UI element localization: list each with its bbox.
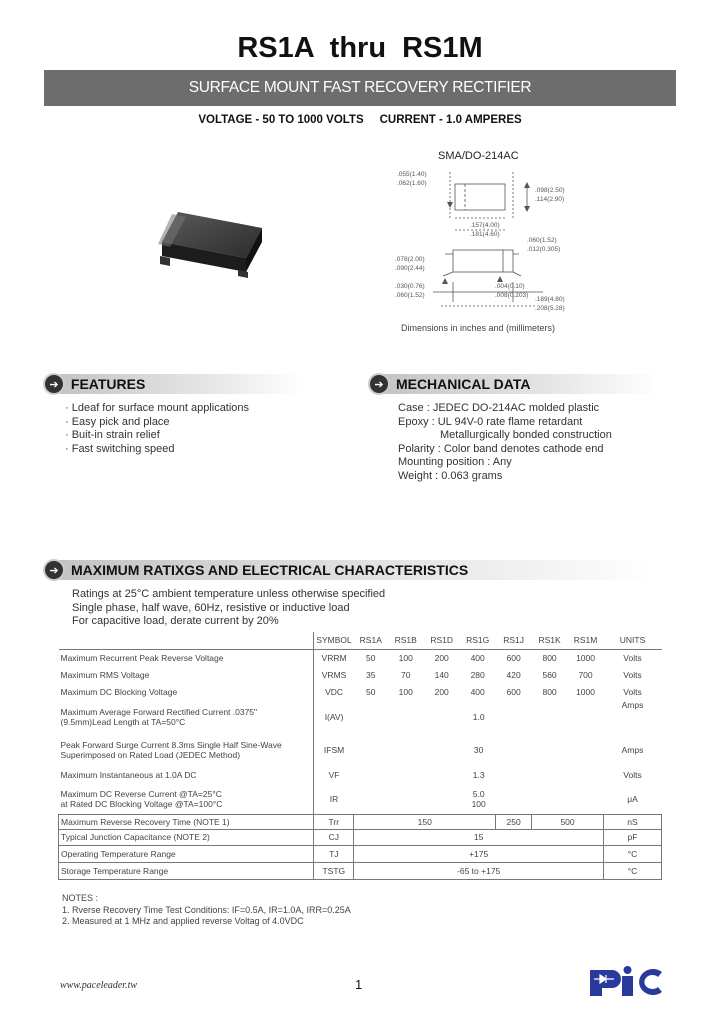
- dim-label: .004(0.10): [495, 283, 525, 290]
- value-cell: 800: [542, 652, 557, 663]
- value-cell: 800: [542, 686, 557, 697]
- dim-label: .208(5.28): [535, 305, 565, 312]
- dim-label: .090(2.44): [395, 265, 425, 272]
- value-cell: 50: [366, 686, 376, 697]
- mech-line: Weight : 0.063 grams: [398, 469, 503, 482]
- col-header: RS1G: [466, 635, 490, 646]
- value-cell: 200: [434, 686, 449, 697]
- value-cell: 400: [470, 652, 485, 663]
- symbol-cell: VDC: [314, 683, 354, 700]
- ratings-heading-text: MAXIMUM RATIXGS AND ELECTRICAL CHARACTERISTICS: [59, 560, 655, 580]
- param-cell: [59, 784, 314, 814]
- symbol-cell: IFSM: [314, 734, 354, 766]
- dim-label: .062(1.60): [397, 180, 427, 187]
- feature-item: · Fast switching speed: [65, 442, 175, 455]
- col-header: RS1D: [430, 635, 454, 646]
- dim-label: .098(2.50): [535, 187, 565, 194]
- value-cell: 15: [354, 829, 604, 845]
- pic-logo: [588, 966, 664, 998]
- unit-cell: °C: [604, 862, 662, 879]
- value-cell: 1.3: [472, 770, 485, 780]
- symbol-cell: VF: [314, 766, 354, 784]
- condition-line: Ratings at 25°C ambient temperature unless otherwise specified: [72, 588, 386, 600]
- unit-cell: Volts: [623, 770, 642, 780]
- param-cell: [59, 734, 314, 766]
- note-line: NOTES :: [62, 893, 99, 903]
- value-cell: 600: [506, 652, 521, 663]
- arrow-right-icon: ➔: [45, 561, 63, 579]
- component-image: [150, 200, 280, 290]
- spec-table: [58, 632, 662, 880]
- col-header: RS1M: [573, 635, 598, 646]
- col-header: RS1J: [503, 635, 525, 646]
- table-row: [59, 862, 662, 879]
- table-header-row: [59, 632, 662, 649]
- param-cell: Operating Temperature Range: [59, 845, 314, 862]
- dim-label: .012(0.305): [527, 246, 561, 253]
- unit-cell: nS: [604, 814, 662, 829]
- symbol-cell: VRRM: [314, 649, 354, 666]
- table-row: [59, 845, 662, 862]
- value-cell: 500: [532, 814, 604, 829]
- features-heading-text: FEATURES: [59, 374, 305, 394]
- footer-url[interactable]: www.paceleader.tw: [60, 980, 138, 991]
- dim-label: .060(1.52): [527, 237, 557, 244]
- value-cell: 250: [496, 814, 532, 829]
- dim-label: .008(0.203): [495, 292, 529, 299]
- note-line: 2. Measured at 1 MHz and applied reverse Voltag of 4.0VDC: [62, 916, 304, 926]
- value-line: 100: [471, 798, 486, 809]
- value-cell: 400: [470, 686, 485, 697]
- value-cell: 1000: [576, 686, 595, 697]
- unit-cell: μA: [627, 793, 638, 804]
- symbol-cell: Trr: [314, 814, 354, 829]
- param-line: Maximum Average Forward Rectified Current .0375": [60, 707, 258, 717]
- param-line: Peak Forward Surge Current 8.3ms Single Half Sine-Wave: [60, 740, 282, 750]
- condition-line: Single phase, half wave, 60Hz, resistive or inductive load: [72, 601, 350, 614]
- table-row: [59, 734, 662, 766]
- mechanical-heading-text: MECHANICAL DATA: [384, 374, 660, 394]
- package-outline-drawing: [395, 164, 585, 322]
- value-cell: 100: [398, 652, 413, 663]
- param-cell: [59, 700, 314, 734]
- feature-item: · Buit-in strain relief: [65, 429, 160, 442]
- param-cell: Maximum Instantaneous at 1.0A DC: [60, 770, 197, 780]
- arrow-right-icon: ➔: [45, 375, 63, 393]
- package-name: SMA/DO-214AC: [438, 150, 519, 162]
- rating-conditions: [72, 588, 672, 629]
- value-cell: 560: [542, 669, 557, 680]
- param-cell: Typical Junction Capacitance (NOTE 2): [59, 829, 314, 845]
- dim-label: .055(1.40): [397, 171, 427, 178]
- value-cell: 1000: [576, 652, 595, 663]
- mechanical-data: [398, 402, 698, 484]
- dim-label: .060(1.52): [395, 292, 425, 299]
- value-cell: 30: [473, 745, 484, 755]
- dim-label: .181(4.60): [470, 231, 500, 238]
- dim-label: .157(4.00): [470, 222, 500, 229]
- col-header: SYMBOL: [314, 632, 354, 649]
- value-cell: 150: [354, 814, 496, 829]
- features-list: [65, 402, 325, 456]
- param-cell: Storage Temperature Range: [59, 862, 314, 879]
- symbol-cell: I(AV): [314, 700, 354, 734]
- symbol-cell: TJ: [314, 845, 354, 862]
- mech-line: Polarity : Color band denotes cathode end: [398, 442, 604, 455]
- value-cell: 200: [434, 652, 449, 663]
- mechanical-heading: [370, 374, 660, 394]
- value-cell: 70: [401, 669, 411, 680]
- value-cell: 1.0: [472, 712, 485, 722]
- table-row: [59, 700, 662, 734]
- features-heading: [45, 374, 305, 394]
- value-cell: -65 to +175: [354, 862, 604, 879]
- value-cell: +175: [354, 845, 604, 862]
- param-cell: Maximum DC Blocking Voltage: [60, 686, 178, 697]
- dim-label: .114(2.90): [535, 196, 565, 203]
- dimensions-note: Dimensions in inches and (millimeters): [401, 323, 556, 333]
- table-row: [59, 766, 662, 784]
- param-cell: Maximum RMS Voltage: [60, 669, 150, 680]
- value-line: 5.0: [472, 788, 485, 799]
- param-line: at Rated DC Blocking Voltage @TA=100°C: [60, 798, 223, 809]
- unit-cell: Amps: [621, 745, 644, 755]
- symbol-cell: VRMS: [314, 666, 354, 683]
- value-cell: 420: [506, 669, 521, 680]
- document-title: RS1A thru RS1M: [237, 32, 483, 64]
- notes: [62, 893, 662, 928]
- arrow-right-icon: ➔: [370, 375, 388, 393]
- value-cell: [354, 784, 604, 814]
- unit-cell: Amps: [621, 700, 644, 710]
- mech-line: Case : JEDEC DO-214AC molded plastic: [398, 402, 600, 414]
- param-cell: Maximum Recurrent Peak Reverse Voltage: [60, 652, 224, 663]
- param-line: (9.5mm)Lead Length at TA=50°C: [60, 717, 186, 727]
- mech-line: Mounting position : Any: [398, 456, 512, 469]
- param-line: Maximum DC Reverse Current @TA=25°C: [60, 788, 222, 799]
- unit-cell: °C: [604, 845, 662, 862]
- unit-cell: Volts: [623, 686, 642, 697]
- voltage-current-line: VOLTAGE - 50 TO 1000 VOLTS CURRENT - 1.0 AMPERES: [198, 114, 522, 126]
- value-cell: 35: [366, 669, 376, 680]
- value-cell: 700: [578, 669, 593, 680]
- value-cell: 280: [470, 669, 485, 680]
- mech-line: Metallurgically bonded construction: [440, 429, 612, 442]
- unit-cell: Volts: [623, 669, 642, 680]
- param-cell: Maximum Reverse Recovery Time (NOTE 1): [59, 814, 314, 829]
- note-line: 1. Rverse Recovery Time Test Conditions: IF=0.5A, IR=1.0A, IRR=0.25A: [62, 904, 351, 915]
- dim-label: .078(2.00): [395, 256, 425, 263]
- table-row: [59, 784, 662, 814]
- col-header: RS1A: [359, 635, 382, 646]
- value-cell: 50: [366, 652, 376, 663]
- subtitle-bar: SURFACE MOUNT FAST RECOVERY RECTIFIER: [44, 70, 676, 106]
- dim-label: .030(0.76): [395, 283, 425, 290]
- value-cell: 600: [506, 686, 521, 697]
- unit-cell: Volts: [623, 652, 642, 663]
- table-row: [59, 649, 662, 666]
- table-row: [59, 829, 662, 845]
- table-row: [59, 683, 662, 700]
- condition-line: For capacitive load, derate current by 20%: [72, 615, 279, 628]
- feature-item: · Ldeaf for surface mount applications: [65, 402, 250, 414]
- value-cell: 100: [398, 686, 413, 697]
- table-row: [59, 814, 662, 829]
- symbol-cell: CJ: [314, 829, 354, 845]
- col-header: RS1K: [538, 635, 561, 646]
- page-number: 1: [355, 977, 363, 992]
- feature-item: · Easy pick and place: [65, 415, 170, 428]
- table-row: [59, 666, 662, 683]
- col-header: UNITS: [619, 635, 646, 646]
- unit-cell: pF: [604, 829, 662, 845]
- symbol-cell: IR: [314, 784, 354, 814]
- param-line: Superimposed on Rated Load (JEDEC Method): [60, 750, 241, 760]
- value-cell: 140: [434, 669, 449, 680]
- mech-line: Epoxy : UL 94V-0 rate flame retardant: [398, 415, 583, 428]
- symbol-cell: TSTG: [314, 862, 354, 879]
- dim-label: .189(4.80): [535, 296, 565, 303]
- ratings-heading: [45, 560, 655, 580]
- col-header: RS1B: [394, 635, 417, 646]
